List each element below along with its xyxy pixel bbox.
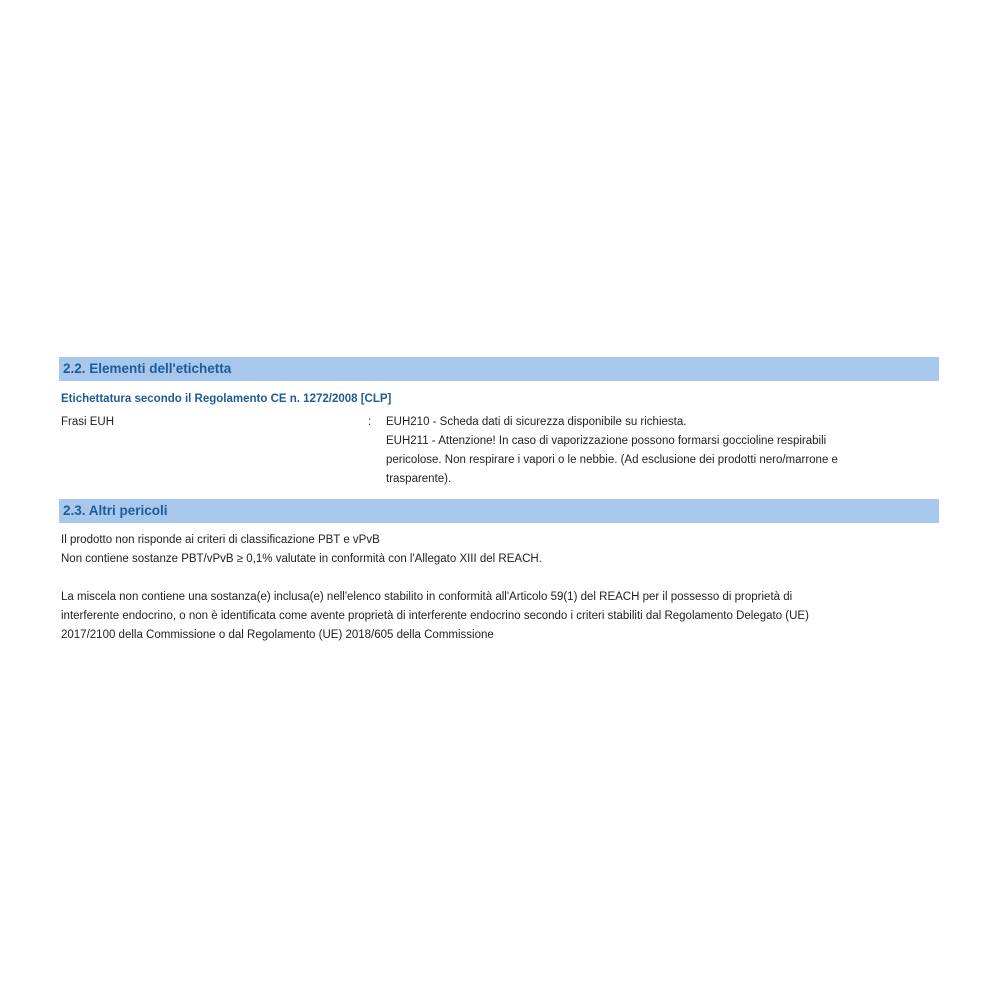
pbt-line: Il prodotto non risponde ai criteri di classificazione PBT e vPvB (61, 534, 380, 546)
safety-data-sheet-excerpt (59, 357, 939, 645)
euh211-line-continued: pericolose. Non respirare i vapori o le nebbie. (Ad esclusione dei prodotti nero/marrone e (386, 454, 838, 466)
endocrine-paragraph (59, 588, 939, 645)
euh-phrases-label: Frasi EUH (61, 416, 115, 428)
euh-phrases-row (59, 413, 939, 489)
endocrine-line: La miscela non contiene una sostanza(e) inclusa(e) nell'elenco stabilito in conformità all'Articolo 59(1) del REACH per il possesso di proprietà di (61, 591, 793, 603)
label-separator: : (368, 416, 372, 428)
pbt-line: Non contiene sostanze PBT/vPvB ≥ 0,1% valutate in conformità con l'Allegato XIII del REACH. (61, 553, 542, 565)
section-2-3-header: 2.3. Altri pericoli (59, 499, 939, 523)
section-2-2-header: 2.2. Elementi dell'etichetta (59, 357, 939, 381)
endocrine-line: 2017/2100 della Commissione o dal Regolamento (UE) 2018/605 della Commissione (61, 629, 494, 641)
pbt-paragraph (59, 531, 939, 569)
euh210-line: EUH210 - Scheda dati di sicurezza disponibile su richiesta. (386, 416, 687, 428)
endocrine-line: interferente endocrino, o non è identificata come avente proprietà di interferente endocrino secondo i criteri stabiliti dal Regolamento Delegato (UE) (61, 610, 809, 622)
euh211-line-end: trasparente). (386, 473, 452, 485)
euh-phrases-values (386, 413, 939, 489)
clp-labelling-subheading: Etichettatura secondo il Regolamento CE n. 1272/2008 [CLP] (61, 393, 392, 405)
euh211-line: EUH211 - Attenzione! In caso di vaporizzazione possono formarsi goccioline respirabili (386, 435, 827, 447)
